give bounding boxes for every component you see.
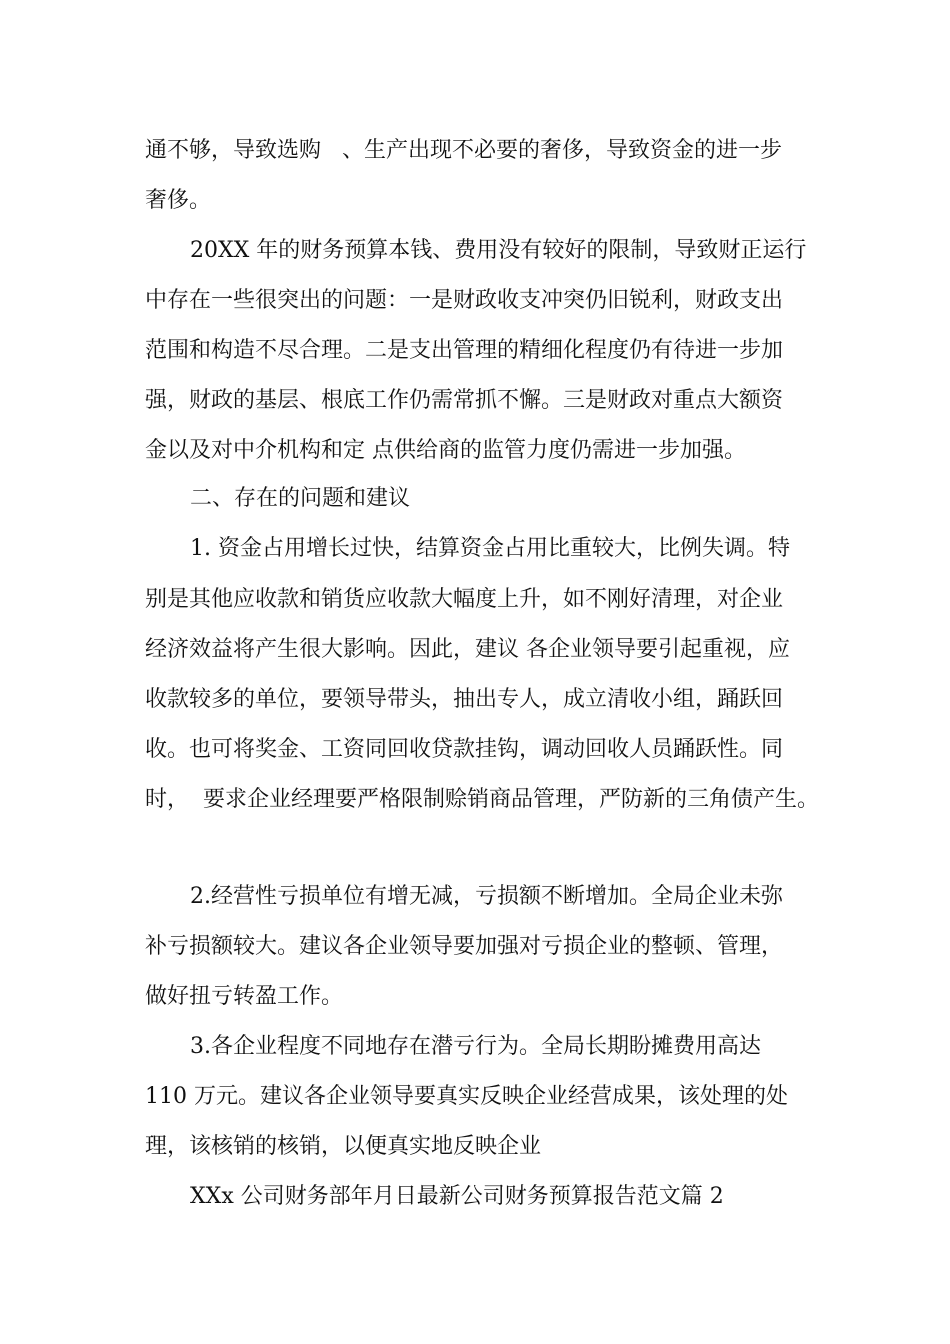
paragraph-line: 做好扭亏转盈工作。 bbox=[145, 984, 344, 1009]
paragraph-line: XXx 公司财务部年月日最新公司财务预算报告范文篇 2 bbox=[190, 1184, 724, 1209]
paragraph-line: 范围和构造不尽合理。二是支出管理的精细化程度仍有待进一步加 bbox=[145, 338, 784, 363]
section-heading: 二、存在的问题和建议 bbox=[190, 486, 411, 511]
paragraph-line: 理，该核销的核销，以便真实地反映企业 bbox=[145, 1134, 542, 1159]
paragraph-line: 补亏损额较大。建议各企业领导要加强对亏损企业的整顿、管理， bbox=[145, 934, 784, 959]
paragraph-line: 经济效益将产生很大影响。因此，建议 各企业领导要引起重视，应 bbox=[145, 637, 790, 662]
paragraph-line: 20XX 年的财务预算本钱、费用没有较好的限制，导致财正运行 bbox=[190, 238, 807, 263]
paragraph-line: 3.各企业程度不同地存在潜亏行为。全局长期盼摊费用高达 bbox=[190, 1034, 761, 1059]
paragraph-line: 2.经营性亏损单位有增无减，亏损额不断增加。全局企业未弥 bbox=[190, 884, 783, 909]
paragraph-line: 时， 要求企业经理要严格限制赊销商品管理，严防新的三角债产生。 bbox=[145, 787, 819, 812]
paragraph-line: 金以及对中介机构和定 点供给商的监管力度仍需进一步加强。 bbox=[145, 438, 746, 463]
paragraph-line: 收。也可将奖金、工资同回收贷款挂钩，调动回收人员踊跃性。同 bbox=[145, 737, 784, 762]
paragraph-line: 中存在一些很突出的问题：一是财政收支冲突仍旧锐利，财政支出 bbox=[145, 288, 784, 313]
paragraph-line: 强，财政的基层、根底工作仍需常抓不懈。三是财政对重点大额资 bbox=[145, 388, 784, 413]
paragraph-line: 奢侈。 bbox=[145, 188, 212, 213]
paragraph-line: 110 万元。建议各企业领导要真实反映企业经营成果，该处理的处 bbox=[145, 1084, 788, 1109]
paragraph-line: 1. 资金占用增长过快，结算资金占用比重较大，比例失调。特 bbox=[190, 536, 790, 561]
paragraph-line: 别是其他应收款和销货应收款大幅度上升，如不刚好清理，对企业 bbox=[145, 587, 784, 612]
paragraph-line: 收款较多的单位，要领导带头，抽出专人，成立清收小组，踊跃回 bbox=[145, 687, 784, 712]
paragraph-line: 通不够，导致选购 、生产出现不必要的奢侈，导致资金的进一步 bbox=[145, 138, 782, 163]
